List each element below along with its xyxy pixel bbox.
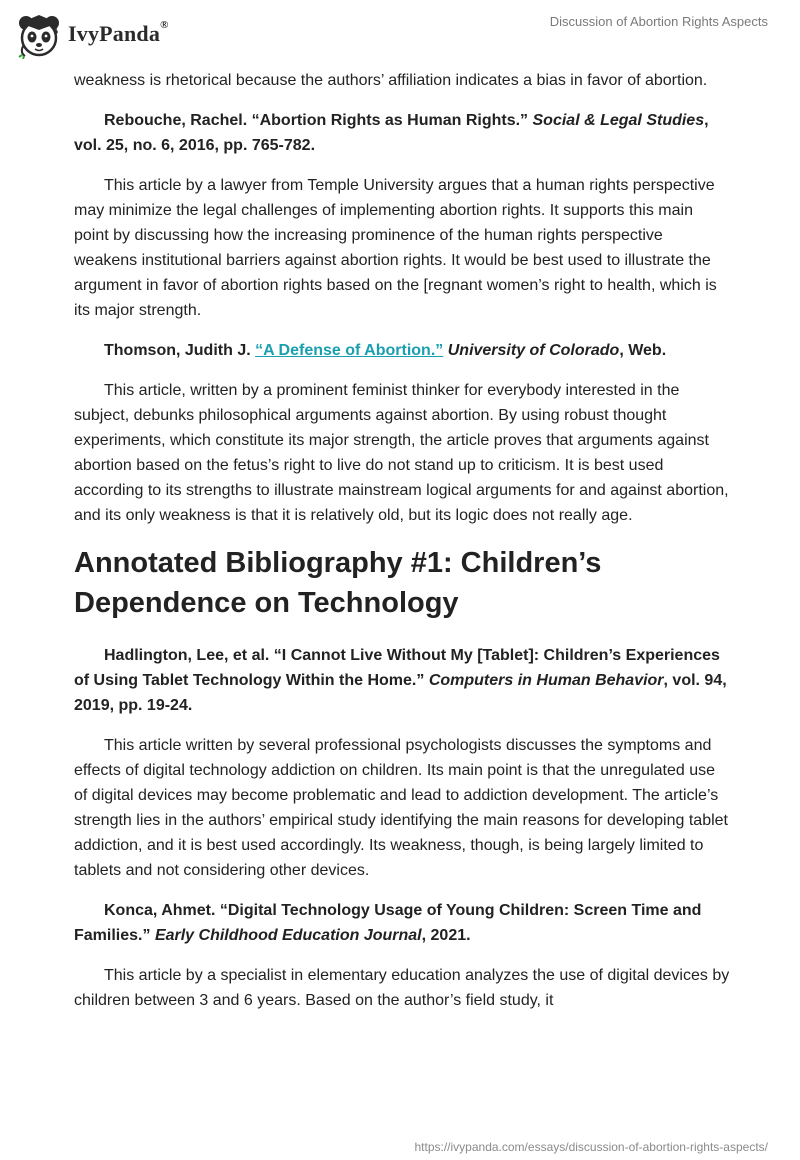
paragraph-continuation: weakness is rhetorical because the authors’ affiliation indicates a bias in favor of abortion. [74,72,708,89]
brand-name: IvyPanda® [68,19,169,46]
section-heading: Annotated Bibliography #1: Children’s Dependence on Technology [74,547,602,619]
document-title: Discussion of Abortion Rights Aspects [549,14,768,29]
annotation-paragraph: This article by a specialist in elementary education analyzes the use of digital devices by children between 3 and 6 years. Based on the author’s field study, it [74,967,730,1009]
source-link[interactable]: “A Defense of Abortion.” [255,342,444,359]
annotation-paragraph: This article by a lawyer from Temple University argues that a human rights perspective may minimize the legal challenges of implementing abortion rights. It supports this main point by discussing how the increasing prominence of the human rights perspective weakens institutional barriers against abortion rights. It would be best used to illustrate the argument in favor of abortion rights based on the [regnant women’s right to health, which is its major strength. [74,177,717,319]
annotation-paragraph: This article written by several professional psychologists discusses the symptoms and effects of digital technology addiction on children. Its main point is that the unregulated use of digital devices may become problematic and lead to addiction development. The article’s strength lies in the authors’ empirical study identifying the main reasons for developing tablet addiction, and it is best used accordingly. Its weakness, though, is being largely limited to tablets and not considering other devices. [74,737,728,879]
citation-hadlington: Hadlington, Lee, et al. “I Cannot Live Without My [Tablet]: Children’s Experiences of Using Tablet Technology Within the Home.” Computers in Human Behavior, vol. 94, 2019, pp. 19-24. [74,647,727,714]
annotation-paragraph: This article, written by a prominent feminist thinker for everybody interested in the subject, debunks philosophical arguments against abortion. By using robust thought experiments, which constitute its major strength, the article proves that arguments against abortion based on the fetus’s right to live do not stand up to criticism. It is best used according to its strengths to illustrate mainstream logical arguments for and against abortion, and its only weakness is that it is relatively old, but its logic does not really age. [74,382,729,524]
essay-content [74,68,730,1028]
panda-mascot-icon [14,9,64,59]
citation-thomson: Thomson, Judith J. “A Defense of Abortion.” University of Colorado, Web. [104,342,667,359]
citation-konca: Konca, Ahmet. “Digital Technology Usage of Young Children: Screen Time and Families.” Early Childhood Education Journal, 2021. [74,902,702,944]
page-url: https://ivypanda.com/essays/discussion-of-abortion-rights-aspects/ [414,1140,768,1154]
citation-rebouche: Rebouche, Rachel. “Abortion Rights as Human Rights.” Social & Legal Studies, vol. 25, no. 6, 2016, pp. 765-782. [74,112,709,154]
page-header [0,0,800,68]
ivypanda-logo[interactable] [14,6,204,62]
